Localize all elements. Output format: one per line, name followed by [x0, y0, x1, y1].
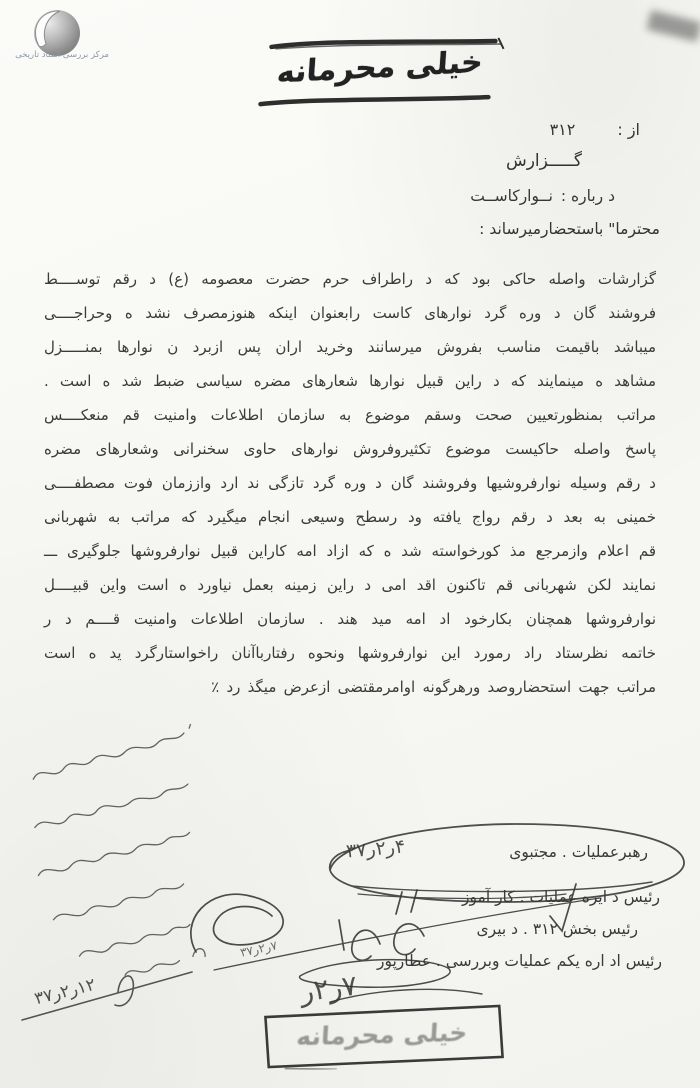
scan-smudge [646, 10, 700, 42]
body-line: خمینی به بعد د رقم رواج یافته ود رسطح وسیعی انجام میگیرد که مراتب به شهربانی [44, 508, 656, 526]
top-secret-stamp-text: خیلی محرمانه [275, 44, 484, 91]
body-line: میباشد باقیمت مناسب بفروش میرسانند وخرید اران پس ازبرد ن نوارها بمنـــــزل [44, 338, 656, 356]
body-line: د رقم وسیله نوارفروشیها وفروشند گان د وره گرد تازگی ند ارد واززمان فوت مصطفــــی [44, 474, 656, 492]
body-line: فروشند گان د وره گرد نوارهای کاست رابعنوان اینکه هنوزمصرف نشد ه وحراجــــی [44, 304, 656, 322]
signature-cursive-loop [394, 924, 424, 955]
from-number: ۳۱۲ [549, 120, 576, 139]
archive-caption: مرکز بررسی اسناد تاریخی [15, 50, 109, 60]
margin-note-stroke [51, 884, 186, 920]
top-secret-stamp [255, 32, 508, 116]
body-line: مراتب بمنظورتعیین صحت وسقم موضوع به سازمان اطلاعات وامنیت قم منعکــــس [44, 406, 656, 424]
oval-handwritten-date: ۴ر۲ر۳۷ [345, 835, 407, 863]
margin-note-stroke [32, 784, 191, 827]
stamp-extra-line [285, 1067, 337, 1070]
body-line: نوارفروشها همچنان بکارخود اد امه مید هند . سازمان اطلاعات وامنیت قــــم د ر [44, 610, 656, 628]
document-title: گـــــزارش [505, 151, 582, 171]
stamp-handwritten-date: ۷ر۲ر [298, 968, 359, 1009]
signature-long-stroke [214, 898, 600, 970]
body-line: مشاهد ه مینمایند که د راین قبیل نوارها شعارهای مضره سیاسی ضبط شد ه است . [44, 372, 656, 390]
salutation-line: محترما" باستحضارمیرساند : [479, 220, 660, 238]
bottom-secret-stamp-text: خیلی محرمانه [295, 1017, 469, 1052]
margin-handwritten-date: ۱۲ر۲ر۳۷ [32, 974, 98, 1010]
signature-title-first-bureau-chief: رئیس اد اره یکم عملیات وبررسی . عطارپور [376, 952, 662, 970]
body-line: قم اعلام وازمرجع مذ کورخواسته شد ه که ازاد امه کاراین قبیل نوارفروشها جلوگیری ـــ [44, 542, 656, 560]
body-line: خاتمه نظرستاد راد رمورد این نوارفروشها ونحوه رفتارباآنان راخواستارگرد ید ه است [44, 644, 656, 662]
body-closing-line: مراتب جهت استحضاروصد ورهرگونه اوامرمقتضی ازعرض میگذ رد ٪ [211, 678, 656, 696]
signature-tick-marks [396, 890, 417, 914]
signature-check-mark [550, 884, 576, 931]
signature-title-operations-leader: رهبرعملیات . مجتبوی [509, 843, 648, 861]
signature-title-operations-office-chief: رئیس د ایره عملیات . کار آموز [462, 888, 660, 906]
bottom-secret-stamp [261, 1003, 507, 1071]
body-line: پاسخ واصله حاکیست موضوع تکثیروفروش نوارهای حاوی سخنرانی وشعارهای مضره [44, 440, 656, 458]
body-line: نمایند لکن شهربانی قم تاکنون اقد امی د راین زمینه بعمل نیاورد ه است واین قبیــــل [44, 576, 656, 594]
curl-shape [35, 11, 60, 47]
signature-title-section-312-chief: رئیس بخش ۳۱۲ . د بیری [476, 920, 638, 938]
subject-value: نــوارکاســت [470, 187, 553, 205]
from-label: از : [617, 120, 640, 139]
margin-note-stroke [35, 832, 192, 875]
from-row [550, 120, 640, 139]
signature-cursive-loop [352, 930, 380, 960]
subject-label: د رباره : [560, 187, 615, 205]
body-line: گزارشات واصله حاکی بود که د راطراف حرم حضرت معصومه (ع) د رقم توســــط [44, 270, 656, 288]
margin-note-stroke [28, 722, 196, 779]
signature-cursive-stroke [339, 920, 344, 950]
stamp-bottom-line [260, 97, 488, 104]
signature-small-date: ۷ر۲ر۳۷ [238, 938, 279, 960]
subject-row [470, 187, 615, 205]
